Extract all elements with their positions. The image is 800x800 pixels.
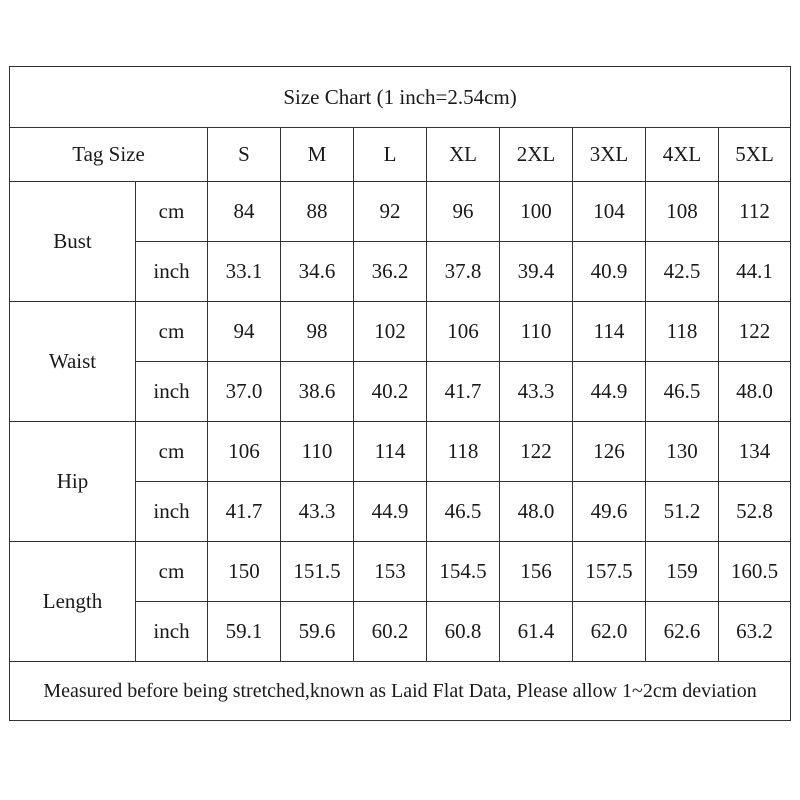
value-cell: 51.2 [646, 482, 719, 542]
size-chart-table [9, 66, 791, 721]
value-cell: 134 [719, 422, 791, 482]
value-cell: 118 [427, 422, 500, 482]
value-cell: 92 [354, 182, 427, 242]
size-header: XL [427, 128, 500, 182]
value-cell: 39.4 [500, 242, 573, 302]
value-cell: 41.7 [427, 362, 500, 422]
size-header: S [208, 128, 281, 182]
value-cell: 126 [573, 422, 646, 482]
value-cell: 44.1 [719, 242, 791, 302]
value-cell: 108 [646, 182, 719, 242]
value-cell: 44.9 [354, 482, 427, 542]
value-cell: 63.2 [719, 602, 791, 662]
value-cell: 40.9 [573, 242, 646, 302]
unit-label: inch [136, 242, 208, 302]
size-header: 2XL [500, 128, 573, 182]
value-cell: 59.1 [208, 602, 281, 662]
value-cell: 46.5 [646, 362, 719, 422]
value-cell: 102 [354, 302, 427, 362]
value-cell: 37.8 [427, 242, 500, 302]
value-cell: 46.5 [427, 482, 500, 542]
value-cell: 33.1 [208, 242, 281, 302]
value-cell: 49.6 [573, 482, 646, 542]
value-cell: 160.5 [719, 542, 791, 602]
measurement-label: Length [10, 542, 136, 662]
value-cell: 106 [427, 302, 500, 362]
measurement-label: Hip [10, 422, 136, 542]
value-cell: 151.5 [281, 542, 354, 602]
value-cell: 110 [281, 422, 354, 482]
unit-label: cm [136, 302, 208, 362]
value-cell: 43.3 [500, 362, 573, 422]
value-cell: 96 [427, 182, 500, 242]
value-cell: 60.8 [427, 602, 500, 662]
chart-title: Size Chart (1 inch=2.54cm) [10, 67, 791, 128]
value-cell: 114 [354, 422, 427, 482]
value-cell: 118 [646, 302, 719, 362]
value-cell: 112 [719, 182, 791, 242]
size-header: 4XL [646, 128, 719, 182]
value-cell: 153 [354, 542, 427, 602]
value-cell: 59.6 [281, 602, 354, 662]
value-cell: 43.3 [281, 482, 354, 542]
size-header: L [354, 128, 427, 182]
value-cell: 114 [573, 302, 646, 362]
value-cell: 34.6 [281, 242, 354, 302]
value-cell: 60.2 [354, 602, 427, 662]
value-cell: 94 [208, 302, 281, 362]
value-cell: 38.6 [281, 362, 354, 422]
value-cell: 122 [719, 302, 791, 362]
value-cell: 36.2 [354, 242, 427, 302]
value-cell: 48.0 [719, 362, 791, 422]
measurement-note: Measured before being stretched,known as Laid Flat Data, Please allow 1~2cm deviation [10, 662, 791, 721]
value-cell: 110 [500, 302, 573, 362]
unit-label: cm [136, 422, 208, 482]
value-cell: 84 [208, 182, 281, 242]
measurement-label: Waist [10, 302, 136, 422]
value-cell: 40.2 [354, 362, 427, 422]
size-header: 5XL [719, 128, 791, 182]
value-cell: 157.5 [573, 542, 646, 602]
value-cell: 98 [281, 302, 354, 362]
value-cell: 122 [500, 422, 573, 482]
unit-label: inch [136, 602, 208, 662]
value-cell: 154.5 [427, 542, 500, 602]
value-cell: 48.0 [500, 482, 573, 542]
measurement-label: Bust [10, 182, 136, 302]
value-cell: 62.6 [646, 602, 719, 662]
value-cell: 88 [281, 182, 354, 242]
value-cell: 37.0 [208, 362, 281, 422]
value-cell: 150 [208, 542, 281, 602]
value-cell: 159 [646, 542, 719, 602]
value-cell: 61.4 [500, 602, 573, 662]
value-cell: 44.9 [573, 362, 646, 422]
value-cell: 42.5 [646, 242, 719, 302]
unit-label: cm [136, 542, 208, 602]
unit-label: cm [136, 182, 208, 242]
value-cell: 100 [500, 182, 573, 242]
value-cell: 156 [500, 542, 573, 602]
value-cell: 41.7 [208, 482, 281, 542]
tag-size-label: Tag Size [10, 128, 208, 182]
unit-label: inch [136, 362, 208, 422]
unit-label: inch [136, 482, 208, 542]
size-header: 3XL [573, 128, 646, 182]
value-cell: 106 [208, 422, 281, 482]
value-cell: 104 [573, 182, 646, 242]
size-header: M [281, 128, 354, 182]
value-cell: 62.0 [573, 602, 646, 662]
value-cell: 130 [646, 422, 719, 482]
value-cell: 52.8 [719, 482, 791, 542]
